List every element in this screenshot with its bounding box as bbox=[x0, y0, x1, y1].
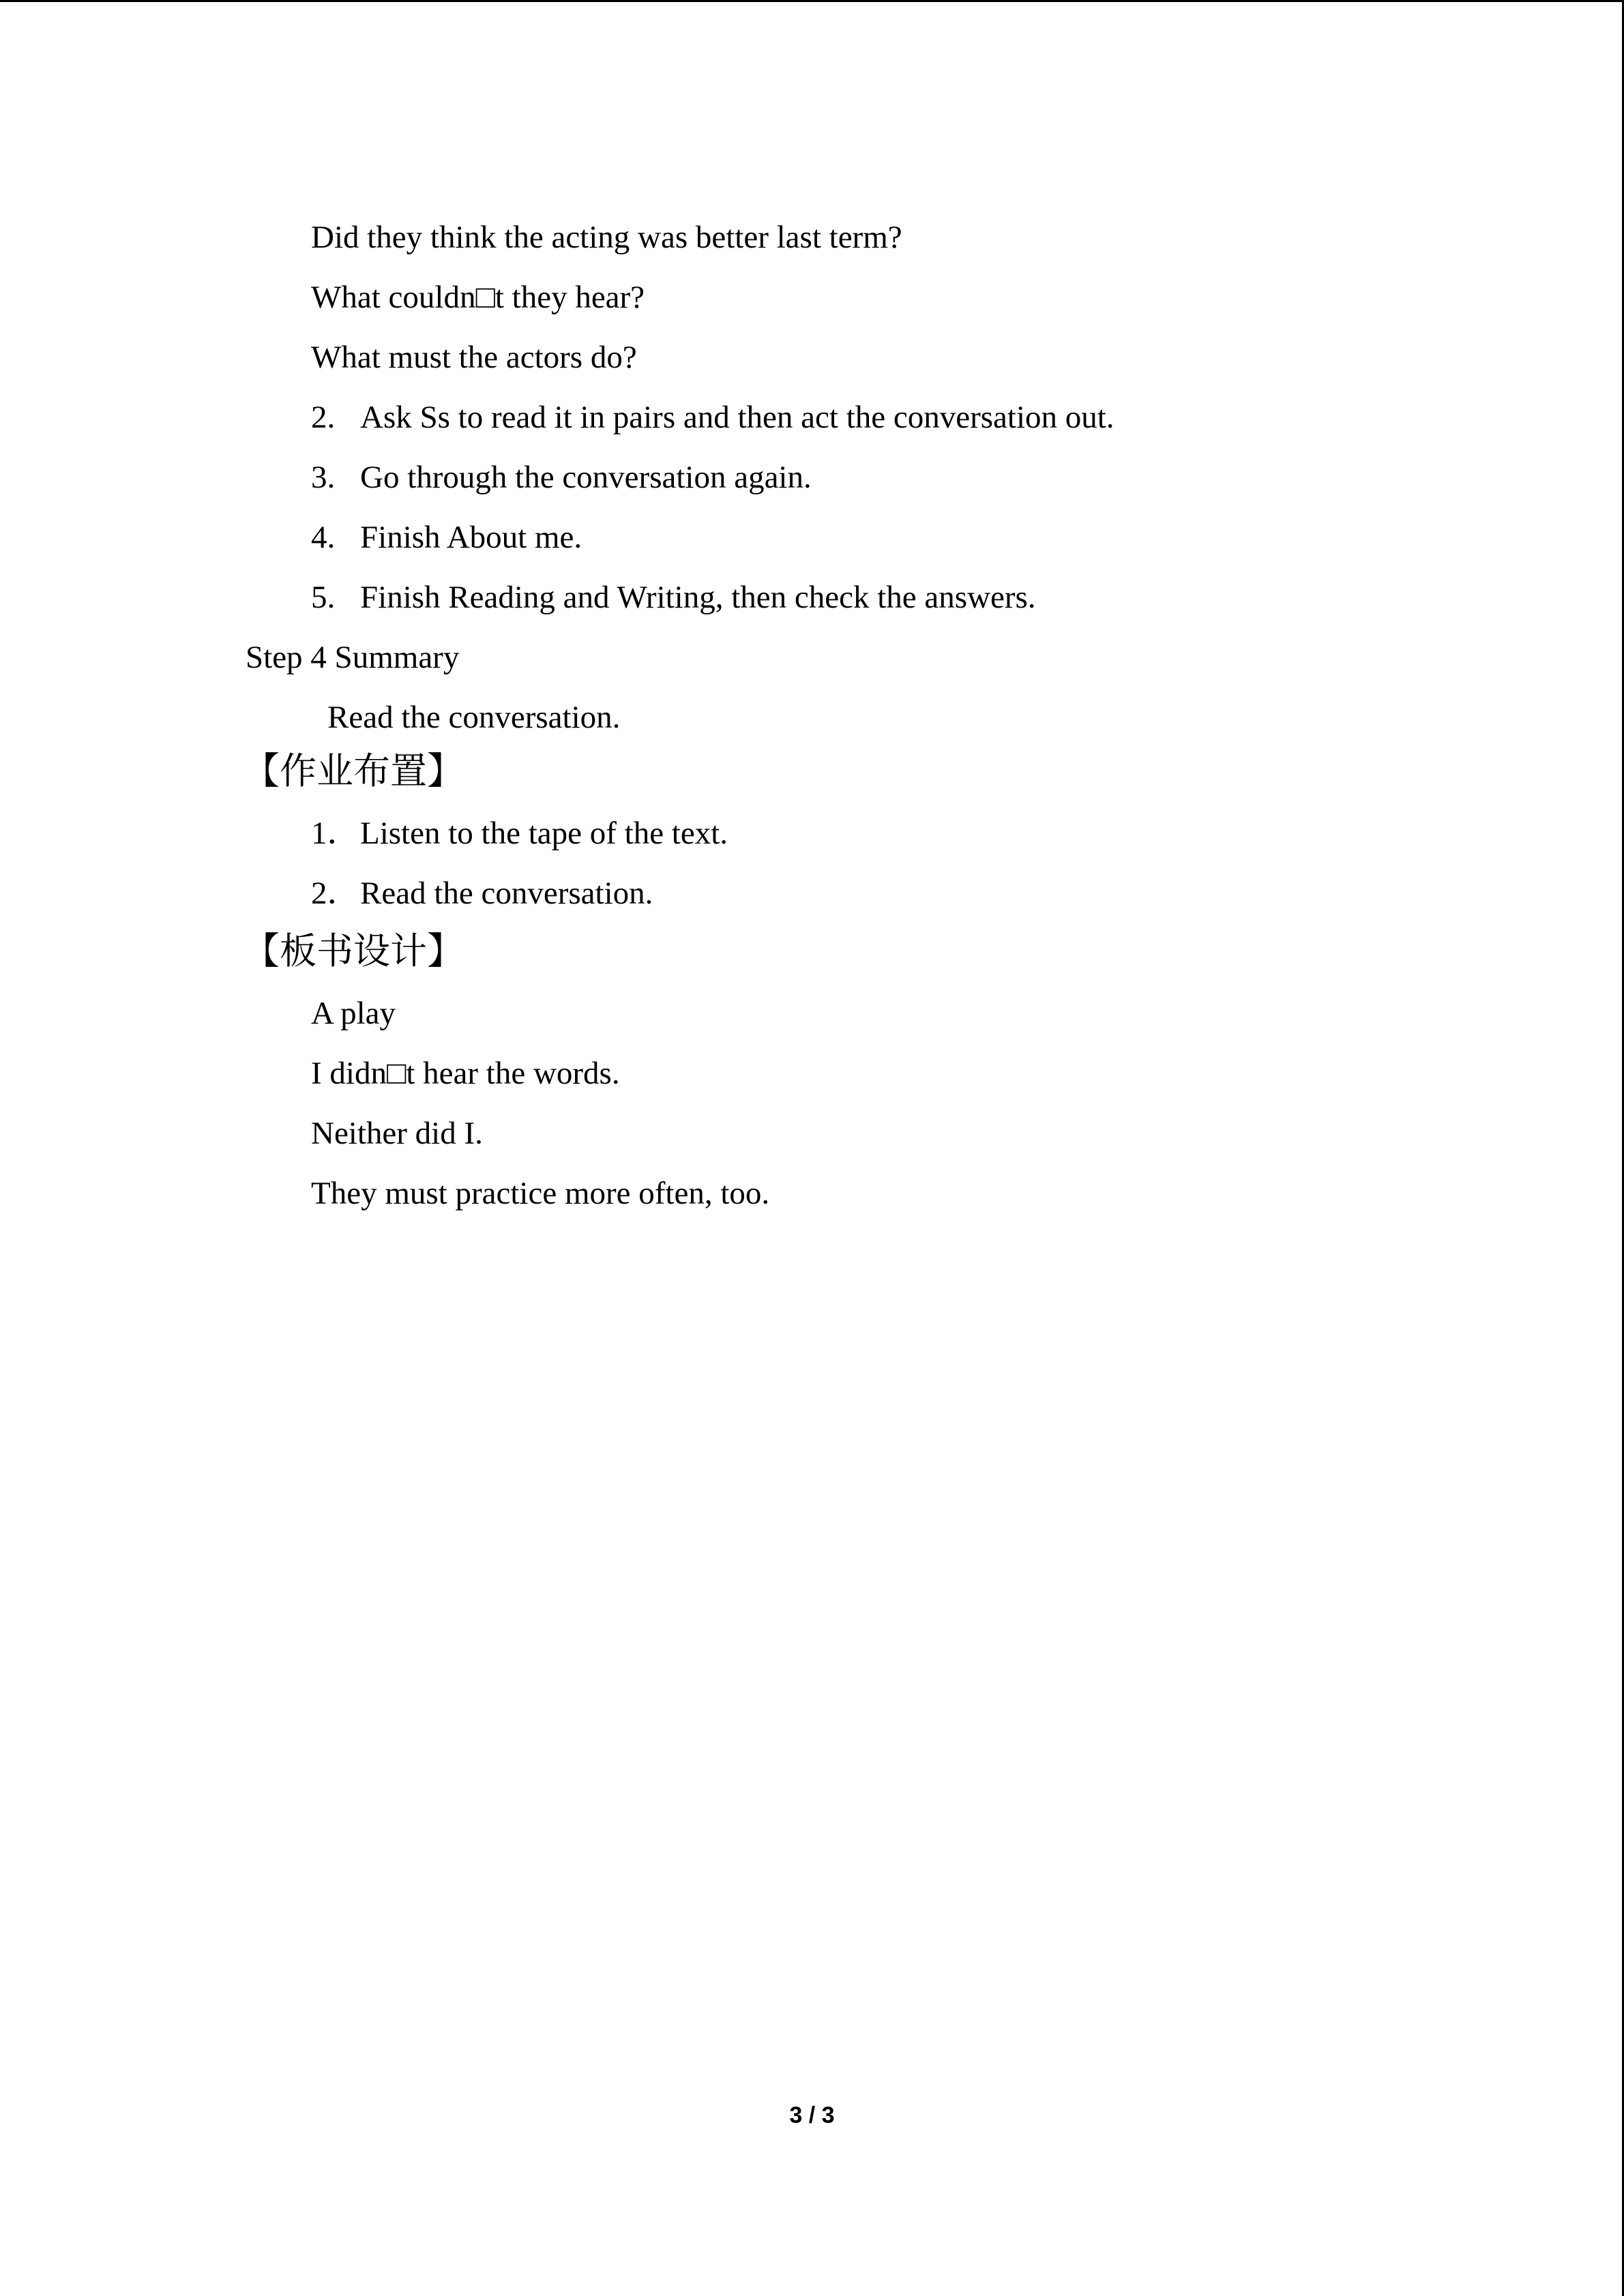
board-line: They must practice more often, too. bbox=[311, 1176, 770, 1211]
step-text: Ask Ss to read it in pairs and then act the conversation out. bbox=[360, 400, 1114, 435]
homework-number: 1． bbox=[311, 816, 359, 851]
step-number: 5. bbox=[311, 580, 336, 615]
board-line: I didn□t hear the words. bbox=[311, 1056, 620, 1091]
step-text: Finish Reading and Writing, then check the answers. bbox=[360, 580, 1036, 615]
homework-text: Read the conversation. bbox=[360, 876, 653, 911]
page-border-top bbox=[0, 0, 1624, 2]
step-number: 4. bbox=[311, 520, 336, 555]
homework-number: 2． bbox=[311, 876, 359, 911]
step4-text: Read the conversation. bbox=[327, 700, 621, 735]
board-design-heading: 【板书设计】 bbox=[243, 929, 464, 972]
homework-text: Listen to the tape of the text. bbox=[360, 816, 728, 851]
step-item bbox=[311, 397, 1114, 438]
question-line: Did they think the acting was better last term? bbox=[311, 220, 902, 255]
step-number: 3. bbox=[311, 460, 336, 495]
step-text: Finish About me. bbox=[360, 520, 582, 555]
step-item bbox=[311, 457, 812, 498]
step-text: Go through the conversation again. bbox=[360, 460, 812, 495]
question-line: What must the actors do? bbox=[311, 340, 637, 375]
homework-item bbox=[311, 813, 728, 854]
question-line: What couldn□t they hear? bbox=[311, 280, 645, 315]
step-item bbox=[311, 517, 582, 558]
step-item bbox=[311, 577, 1036, 618]
homework-item bbox=[311, 873, 653, 914]
board-line: A play bbox=[311, 996, 396, 1031]
page-number: 3 / 3 bbox=[789, 2102, 835, 2128]
board-line: Neither did I. bbox=[311, 1116, 483, 1151]
homework-heading: 【作业布置】 bbox=[243, 749, 464, 792]
step4-title: Step 4 Summary bbox=[246, 640, 460, 675]
step-number: 2. bbox=[311, 400, 336, 435]
